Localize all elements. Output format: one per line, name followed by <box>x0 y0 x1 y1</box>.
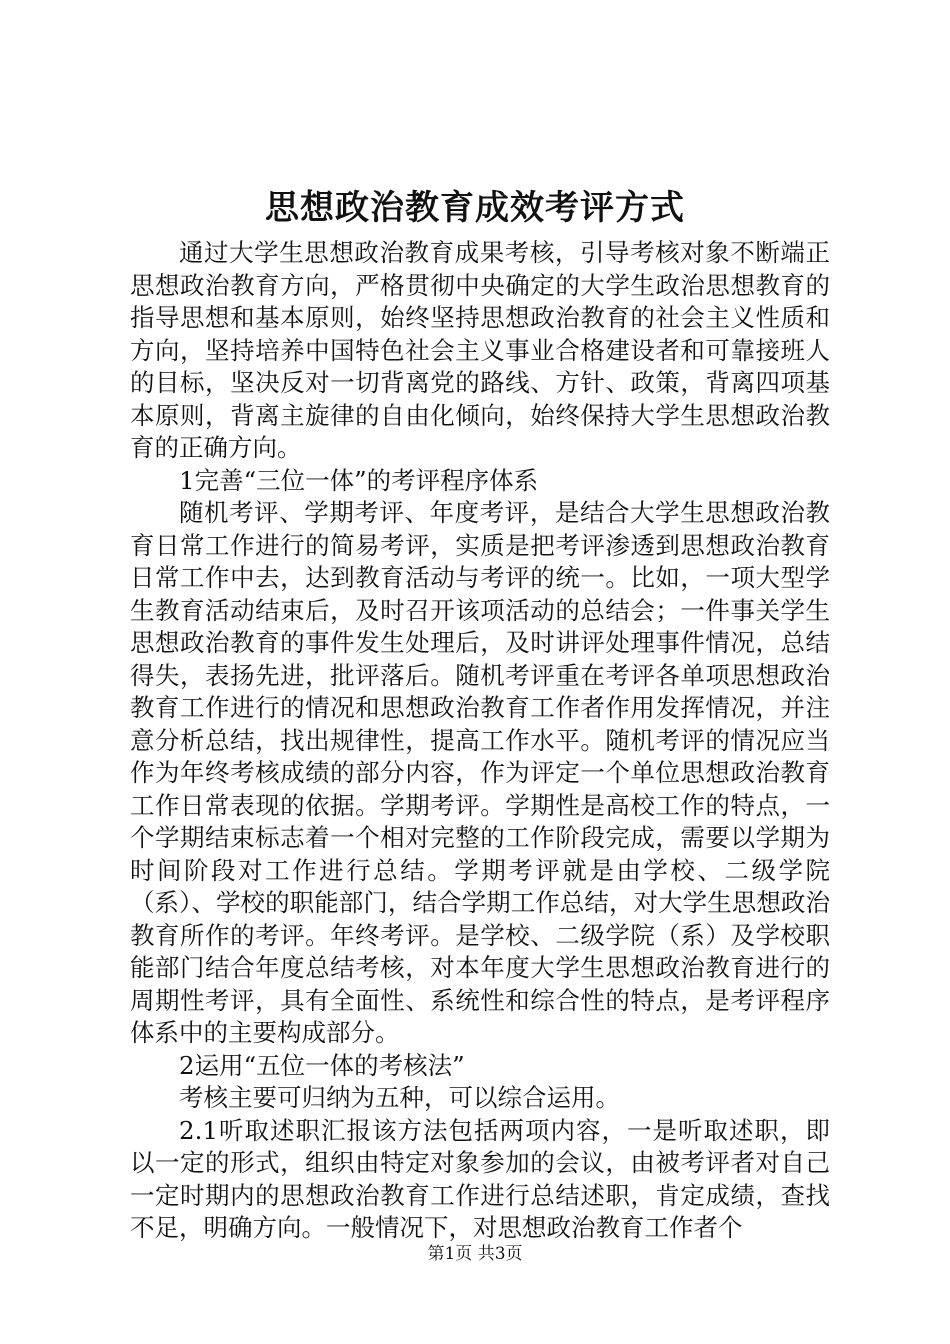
paragraph-section-2-intro: 考核主要可归纳为五种，可以综合运用。 <box>179 1083 620 1112</box>
page-footer: 第1页 共3页 <box>427 1244 523 1264</box>
paragraph-intro: 通过大学生思想政治教育成果考核，引导考核对象不断端正思想政治教育方向，严格贯彻中央确定的大学生政治思想教育的指导思想和基本原则，始终坚持思想政治教育的社会主义性质和方向，坚持培养中国特色社会主义事业合格建设者和可靠接班人的目标，坚决反对一切背离党的路线、方针、政策，背离四项基本原则，背离主旋律的自由化倾向，始终保持大学生思想政治教育的正确方向。 <box>130 238 830 462</box>
section-heading-1: 1完善“三位一体”的考评程序体系 <box>179 465 539 495</box>
document-title: 思想政治教育成效考评方式 <box>265 188 685 228</box>
document-body <box>130 237 830 1245</box>
paragraph-section-1: 随机考评、学期考评、年度考评，是结合大学生思想政治教育日常工作进行的简易考评，实质是把考评渗透到思想政治教育日常工作中去，达到教育活动与考评的统一。比如，一项大型学生教育活动结束后，及时召开该项活动的总结会；一件事关学生思想政治教育的事件发生处理后，及时讲评处理事件情况，总结得失，表扬先进，批评落后。随机考评重在考评各单项思想政治教育工作进行的情况和思想政治教育工作者作用发挥情况，并注意分析总结，找出规律性，提高工作水平。随机考评的情况应当作为年终考核成绩的部分内容，作为评定一个单位思想政治教育工作日常表现的依据。学期考评。学期性是高校工作的特点，一个学期结束标志着一个相对完整的工作阶段完成，需要以学期为时间阶段对工作进行总结。学期考评就是由学校、二级学院（系）、学校的职能部门，结合学期工作总结，对大学生思想政治教育所作的考评。年终考评。是学校、二级学院（系）及学校职能部门结合年度总结考核，对本年度大学生思想政治教育进行的周期性考评，具有全面性、系统性和综合性的特点，是考评程序体系中的主要构成部分。 <box>130 498 830 1047</box>
paragraph-section-2-1: 2.1听取述职汇报该方法包括两项内容，一是听取述职，即以一定的形式，组织由特定对象参加的会议，由被考评者对自己一定时期内的思想政治教育工作进行总结述职，肯定成绩，查找不足，明确方向。一般情况下，对思想政治教育工作者个 <box>130 1115 830 1242</box>
section-heading-2: 2运用“五位一体的考核法” <box>179 1050 465 1080</box>
